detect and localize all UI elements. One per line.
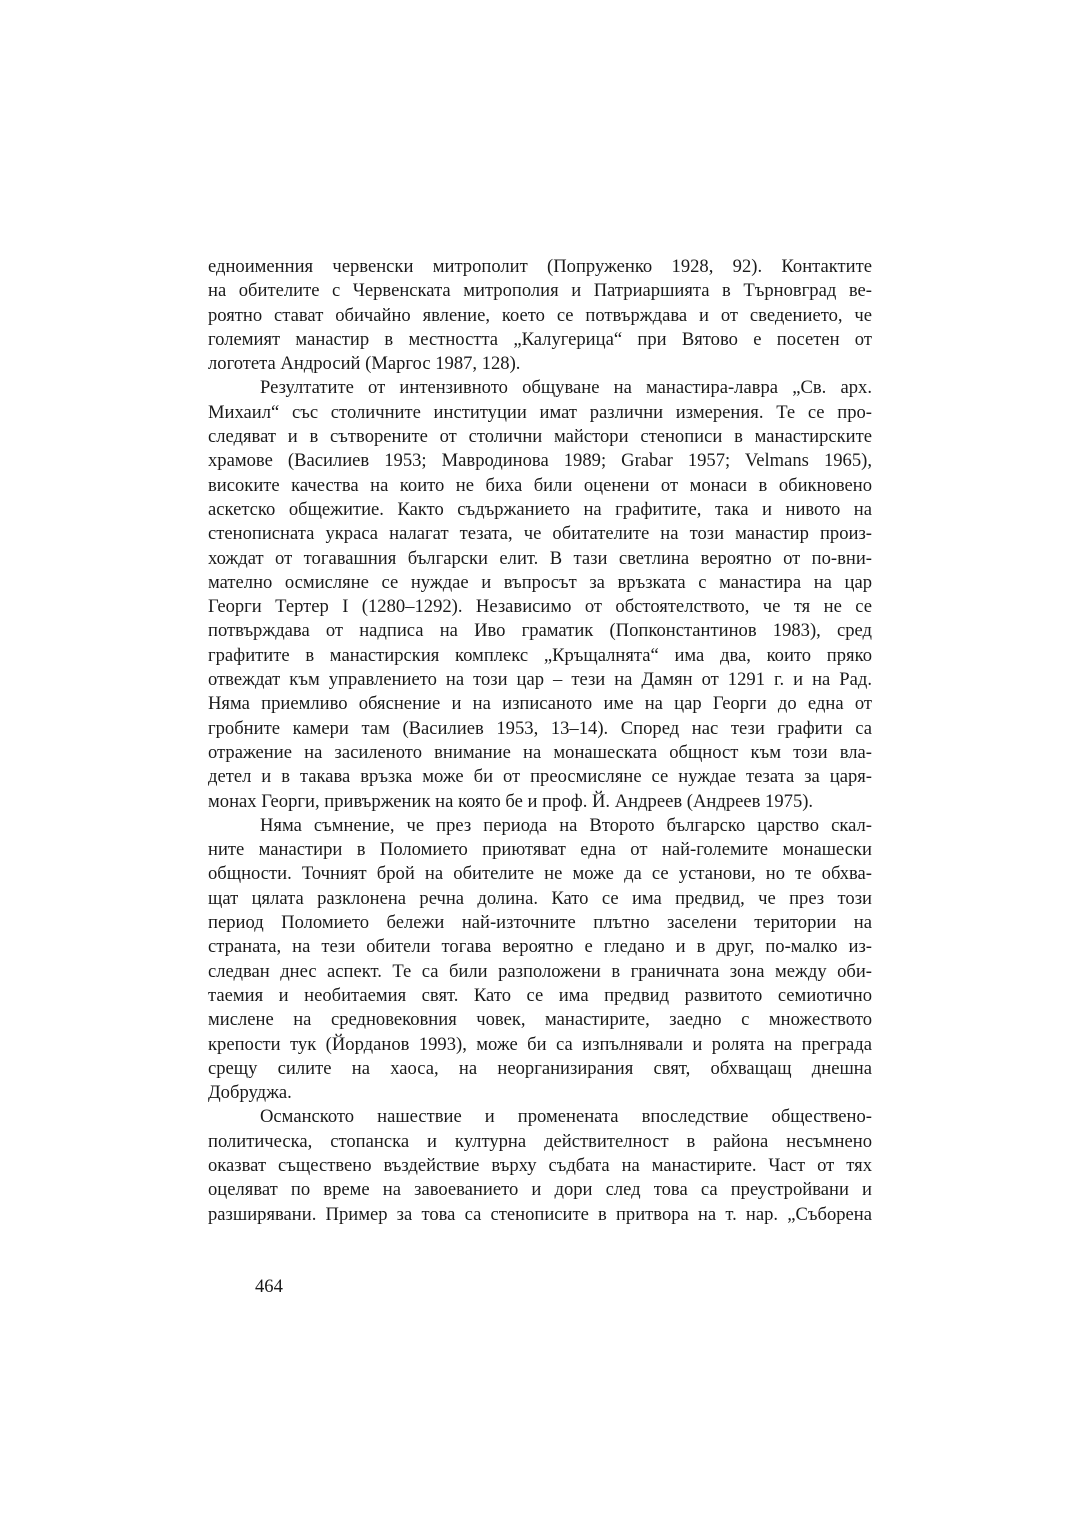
text-line: Резултатите от интензивното общуване на манастира-лавра „Св. арх. <box>260 377 872 399</box>
text-line: щат цялата разклонена речна долина. Като се има предвид, че през този <box>208 887 872 909</box>
text-line: Добруджа. <box>208 1082 292 1104</box>
text-line: следяват и в сътворените от столични майстори стенописи в манастирските <box>208 426 872 448</box>
text-line: потвърждава от надписа на Иво граматик (Попконстантинов 1983), сред <box>208 620 872 642</box>
text-line: крепости тук (Йорданов 1993), може би са изпълнявали и ролята на преграда <box>208 1033 872 1055</box>
text-line: на обителите с Червенската митрополия и Патриаршията в Търновград ве- <box>208 280 872 302</box>
text-line: мателно осмисляне се нуждае и въпросът за връзката с манастира на цар <box>208 571 872 593</box>
text-line: разширявани. Пример за това са стенописите в притвора на т. нар. „Съборена <box>208 1203 872 1225</box>
text-line: общности. Точният брой на обителите не може да се установи, но те обхва- <box>208 863 872 885</box>
text-line: Михаил“ със столичните институции имат различни измерения. Те се про- <box>208 401 872 423</box>
text-line: политическа, стопанска и културна действителност в района несъмнено <box>208 1130 872 1152</box>
text-line: Няма приемливо обяснение и на изписаното име на цар Георги до една от <box>208 693 872 715</box>
text-line: хождат от тогавашния български елит. В тази светлина вероятно от по-вни- <box>208 547 872 569</box>
text-line: стенописната украса налагат тезата, че обитателите на този манастир произ- <box>208 523 872 545</box>
text-line: детел и в такава връзка може би от преосмисляне се нуждае тезата за царя- <box>208 766 872 788</box>
paragraph <box>208 814 872 1106</box>
text-line: отражение на засиленото внимание на монашеската общност към този вла- <box>208 741 872 763</box>
text-line: Османското нашествие и променената впоследствие обществено- <box>260 1106 872 1128</box>
paragraph <box>208 1105 872 1226</box>
text-line: оцеляват по време на завоеванието и дори след това са преустройвани и <box>208 1179 872 1201</box>
text-line: таемия и необитаемия свят. Като се има предвид развитото семиотично <box>208 984 872 1006</box>
text-line: високите качества на които не биха били оценени от монаси в обикновено <box>208 474 872 496</box>
text-line: мислене на средновековния човек, манастирите, заедно с множеството <box>208 1009 872 1031</box>
text-line: оказват съществено въздействие върху съдбата на манастирите. Част от тях <box>208 1154 872 1176</box>
text-line: роятно стават обичайно явление, което се потвърждава и от сведението, че <box>208 304 872 326</box>
text-line: гробните камери там (Василиев 1953, 13–14). Според нас тези графити са <box>208 717 872 739</box>
body-text <box>208 255 872 1227</box>
text-line: период Поломието бележи най-източните плътно заселени територии на <box>208 912 872 934</box>
page-number: 464 <box>255 1276 283 1297</box>
paragraph <box>208 255 872 376</box>
text-line: Георги Тертер I (1280–1292). Независимо от обстоятелството, че тя не се <box>208 596 872 618</box>
text-line: Няма съмнение, че през периода на Второто българско царство скал- <box>260 814 872 836</box>
text-line: срещу силите на хаоса, на неорганизирания свят, обхващащ днешна <box>208 1057 872 1079</box>
text-line: монах Георги, привърженик на която бе и проф. Й. Андреев (Андреев 1975). <box>208 790 814 812</box>
text-line: отвеждат към управлението на този цар – тези на Дамян от 1291 г. и на Рад. <box>208 669 872 691</box>
text-line: страната, на тези обители тогава вероятно е гледано и в друг, по-малко из- <box>208 936 872 958</box>
text-line: едноименния червенски митрополит (Попруженко 1928, 92). Контактите <box>208 256 872 277</box>
text-line: храмове (Василиев 1953; Мавродинова 1989; Grabar 1957; Velmans 1965), <box>208 450 872 472</box>
text-line: логотета Андросий (Маргос 1987, 128). <box>208 353 521 375</box>
text-line: ните манастири в Поломието приютяват една от най-големите монашески <box>208 839 872 861</box>
paragraph <box>208 376 872 813</box>
text-line: големият манастир в местността „Калугерица“ при Вятово е посетен от <box>208 328 872 350</box>
text-line: графитите в манастирския комплекс „Кръщалнята“ има два, които пряко <box>208 644 872 666</box>
text-line: следван днес аспект. Те са били разположени в граничната зона между оби- <box>208 960 872 982</box>
text-line: аскетско общежитие. Както съдържанието на графитите, така и нивото на <box>208 498 872 520</box>
